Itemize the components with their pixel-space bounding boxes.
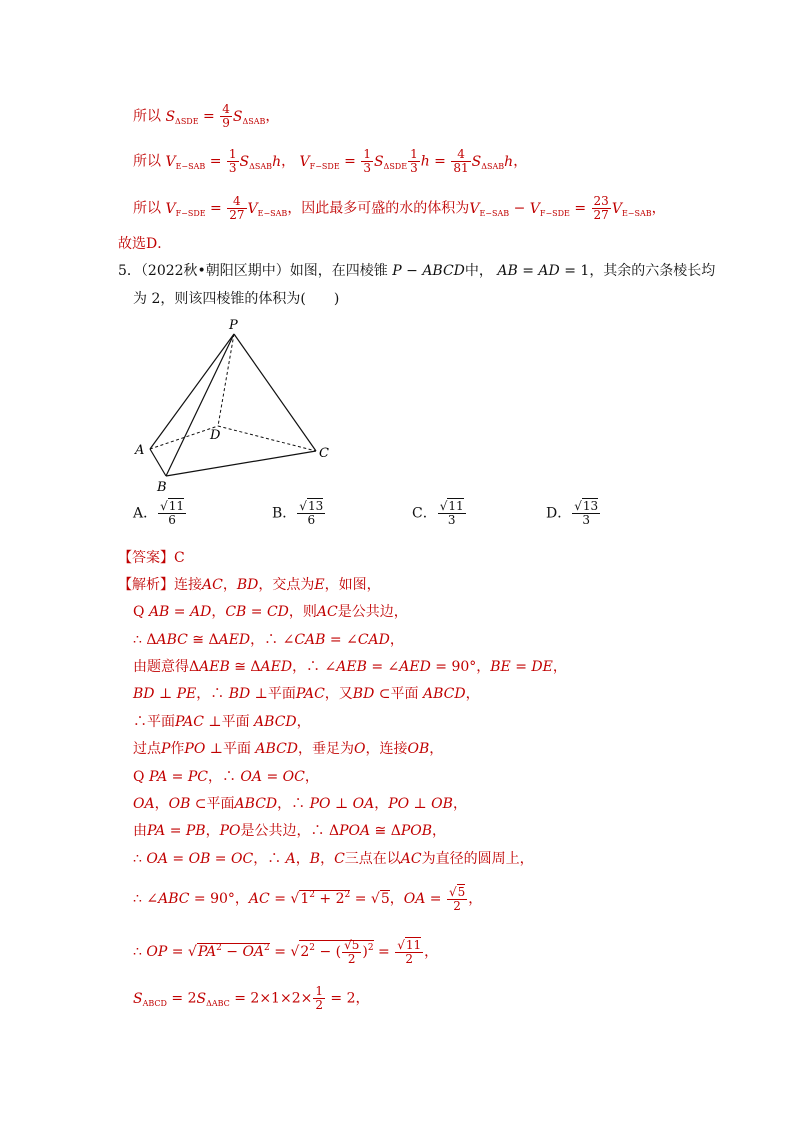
solution-line-3: 所以 $V_{F-SDE}$ = $\frac{4}{27}$ $V_{E-SAB}$，因此最多可盛的水的体积为$V_{E-SAB} - V_{F-SDE}$ = $\frac{23}{27}$ $V_{E-SAB}$，	[133, 194, 666, 222]
edge-PB	[166, 334, 234, 476]
label-A: A	[135, 443, 145, 458]
label-P: P	[229, 318, 238, 333]
analysis-line-7: 过点P作PO ⊥平面 ABCD，垂足为O，连接OB，	[133, 741, 444, 757]
solution-line-2: 所以 $V_{E-SAB}$ = $\frac{1}{3}$ $S_{\Delta SAB}h$， $V_{F-SDE}$ = $\frac{1}{3}$ $S_{\Delta SDE}$ $\frac{1}{3}$ h = $\frac{4}{81}$ $S_{\Delta SAB}h$，	[133, 147, 528, 175]
problem-line-2: 为 2，则该四棱锥的体积为( )	[133, 291, 340, 307]
analysis-line-14: $S_{ABCD} = 2S_{\Delta ABC} = 2\times 1\times 2\times$ $\frac{1}{2}$ = 2，	[133, 984, 370, 1012]
analysis-line-11: ∴ OA = OB = OC，∴ A，B，C三点在以AC为直径的圆周上，	[133, 851, 534, 867]
edge-AB	[150, 449, 166, 476]
choose-d: 故选D．	[118, 236, 172, 252]
analysis-line-13: ∴ OP = $√PA^2 - OA^2 = √2^2$ − ( $\frac{√5}{2}$ )$^2$ = $\frac{√11}{2}$ ，	[133, 937, 439, 966]
analysis-line-6: ∴平面PAC ⊥平面 ABCD，	[133, 714, 311, 730]
edge-AD	[150, 426, 218, 449]
option-c[interactable]: C． $\frac{√11}{3}$	[412, 499, 464, 527]
label-D: D	[210, 428, 221, 443]
analysis-line-9: OA，OB ⊂平面ABCD，∴ PO ⊥ OA，PO ⊥ OB，	[133, 796, 467, 812]
analysis-line-5: BD ⊥ PE，∴ BD ⊥平面PAC，又BD ⊂平面 ABCD，	[133, 686, 480, 702]
analysis-line-10: 由PA = PB，PO是公共边，∴ ΔPOA ≅ ΔPOB，	[133, 823, 447, 839]
edge-PA	[150, 334, 234, 449]
edge-PD	[218, 334, 234, 426]
answer-line: 【答案】C	[118, 550, 185, 566]
problem-line-1: 5．（2022秋•朝阳区期中）如图，在四棱锥 P − ABCD中， AB = AD = 1，其余的六条棱长均	[118, 263, 716, 279]
label-B: B	[157, 480, 167, 495]
option-b[interactable]: B． $\frac{√13}{6}$	[272, 499, 324, 527]
answer-value: C	[174, 550, 185, 566]
analysis-line-4: 由题意得ΔAEB ≅ ΔAED，∴ ∠AEB = ∠AED = 90°，BE = DE，	[133, 659, 567, 675]
analysis-line-8: Q PA = PC，∴ OA = OC，	[133, 769, 319, 785]
option-a[interactable]: A． $\frac{√11}{6}$	[133, 499, 185, 527]
option-d[interactable]: D． $\frac{√13}{3}$	[546, 499, 599, 527]
analysis-line-1: 【解析】连接AC，BD，交点为E，如图，	[118, 577, 381, 593]
analysis-line-12: ∴ ∠ABC = 90°，AC = $√1^2 + 2^2 = √5$，OA = $\frac{√5}{2}$ ，	[133, 884, 483, 913]
solution-line-1: 所以 $S_{\Delta SDE}$ = $\frac{4}{9}$ $S_{\Delta SAB}$，	[133, 102, 280, 130]
edge-BC	[166, 451, 316, 476]
analysis-line-2: Q AB = AD，CB = CD，则AC是公共边，	[133, 604, 408, 620]
label-C: C	[319, 446, 329, 461]
pyramid-figure	[128, 316, 338, 496]
analysis-line-3: ∴ ΔABC ≅ ΔAED，∴ ∠CAB = ∠CAD，	[133, 632, 404, 648]
